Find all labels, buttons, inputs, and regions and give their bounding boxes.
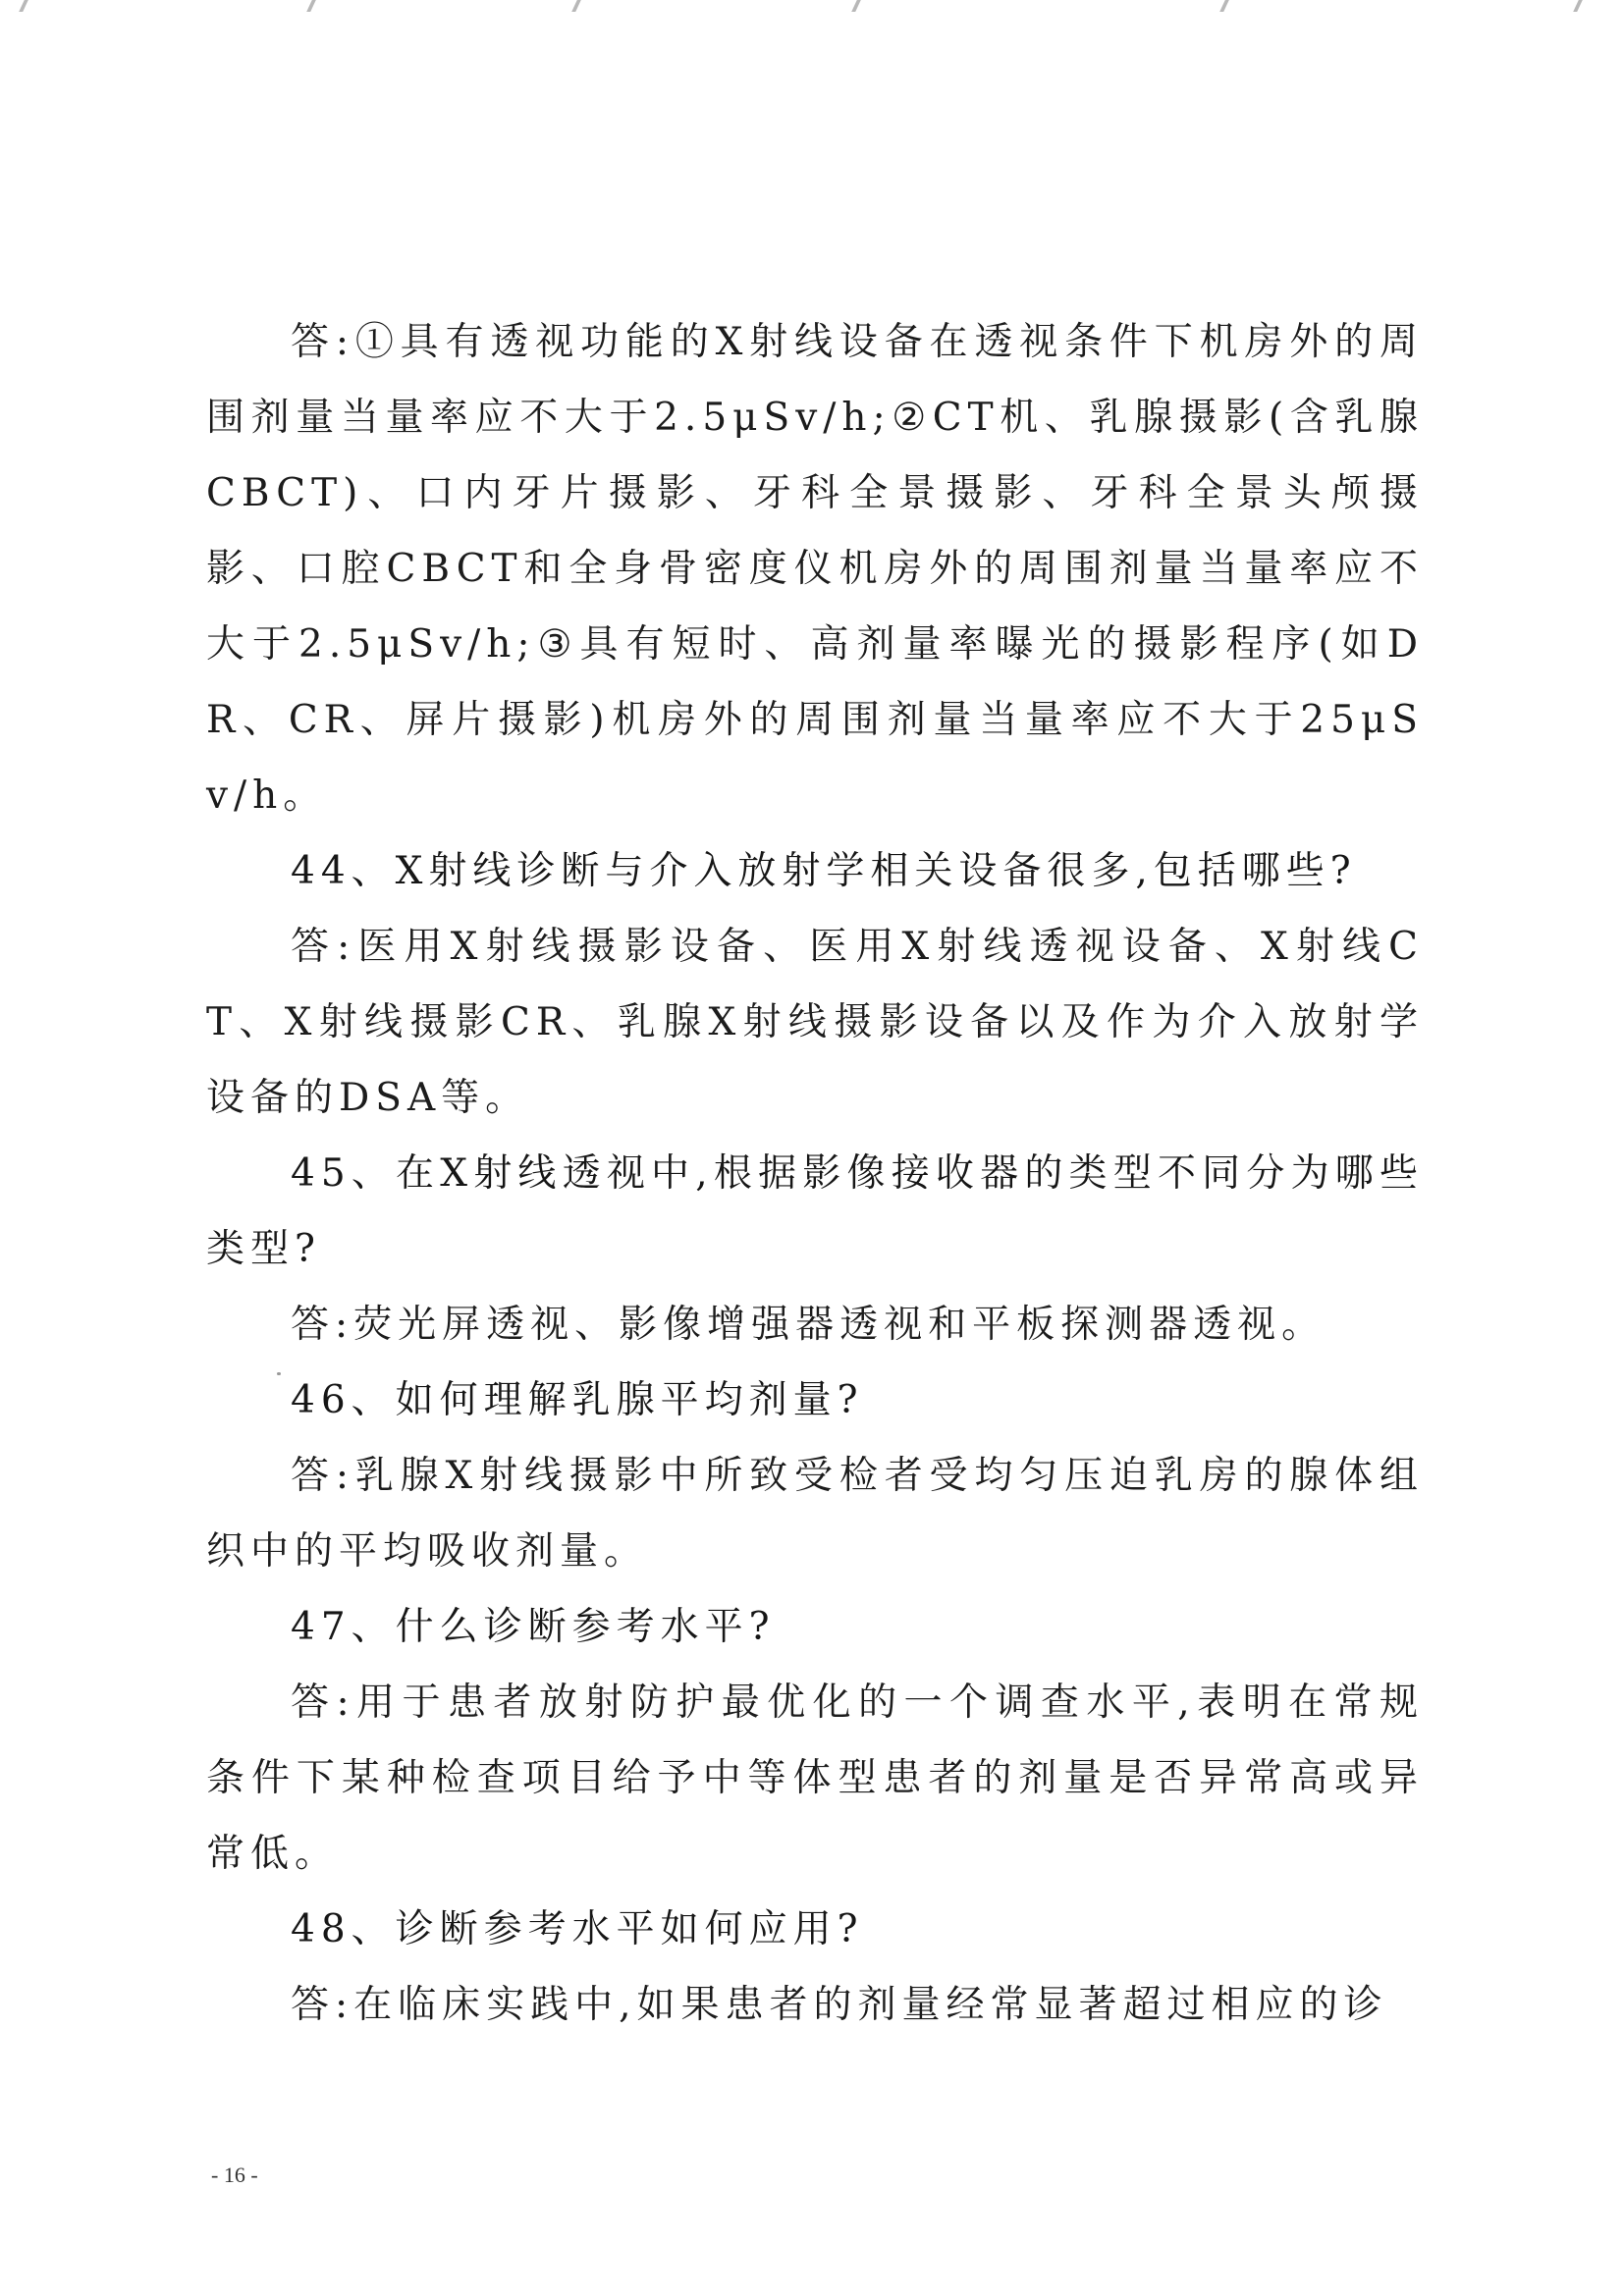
- scan-mark: [306, 0, 316, 12]
- scan-mark: [851, 0, 861, 12]
- scan-mark: [19, 0, 28, 12]
- question-48: 48、诊断参考水平如何应用?: [291, 1907, 864, 1951]
- question-45: 45、在X射线透视中,根据影像接收器的类型不同分为哪些类型?: [206, 1151, 1424, 1271]
- question-46: 46、如何理解乳腺平均剂量?: [291, 1378, 864, 1422]
- answer-47: 答:用于患者放射防护最优化的一个调查水平,表明在常规条件下某种检查项目给予中等体型患者的剂量是否异常高或异常低。: [206, 1681, 1424, 1876]
- answer-48-start: 答:在临床实践中,如果患者的剂量经常显著超过相应的诊: [291, 1983, 1388, 2027]
- question-47: 47、什么诊断参考水平?: [291, 1605, 776, 1649]
- scan-artifacts: [0, 0, 1623, 20]
- document-body: [206, 304, 1424, 2043]
- question-44: 44、X射线诊断与介入放射学相关设备很多,包括哪些?: [291, 849, 1357, 893]
- answer-43-continued: 答:①具有透视功能的X射线设备在透视条件下机房外的周围剂量当量率应不大于2.5μSv/h;②CT机、乳腺摄影(含乳腺CBCT)、口内牙片摄影、牙科全景摄影、牙科全景头颅摄影、口腔CBCT和全身骨密度仪机房外的周围剂量当量率应不大于2.5μSv/h;③具有短时、高剂量率曝光的摄影程序(如DR、CR、屏片摄影)机房外的周围剂量当量率应不大于25μSv/h。: [206, 320, 1424, 818]
- answer-46: 答:乳腺X射线摄影中所致受检者受均匀压迫乳房的腺体组织中的平均吸收剂量。: [206, 1454, 1424, 1574]
- answer-44: 答:医用X射线摄影设备、医用X射线透视设备、X射线CT、X射线摄影CR、乳腺X射线摄影设备以及作为介入放射学设备的DSA等。: [206, 925, 1424, 1120]
- scan-mark: [1219, 0, 1229, 12]
- scan-mark: [1573, 0, 1583, 12]
- page-number: - 16 -: [211, 2163, 258, 2187]
- scan-mark: [571, 0, 581, 12]
- scan-dot: [277, 1372, 281, 1375]
- answer-45: 答:荧光屏透视、影像增强器透视和平板探测器透视。: [291, 1303, 1326, 1347]
